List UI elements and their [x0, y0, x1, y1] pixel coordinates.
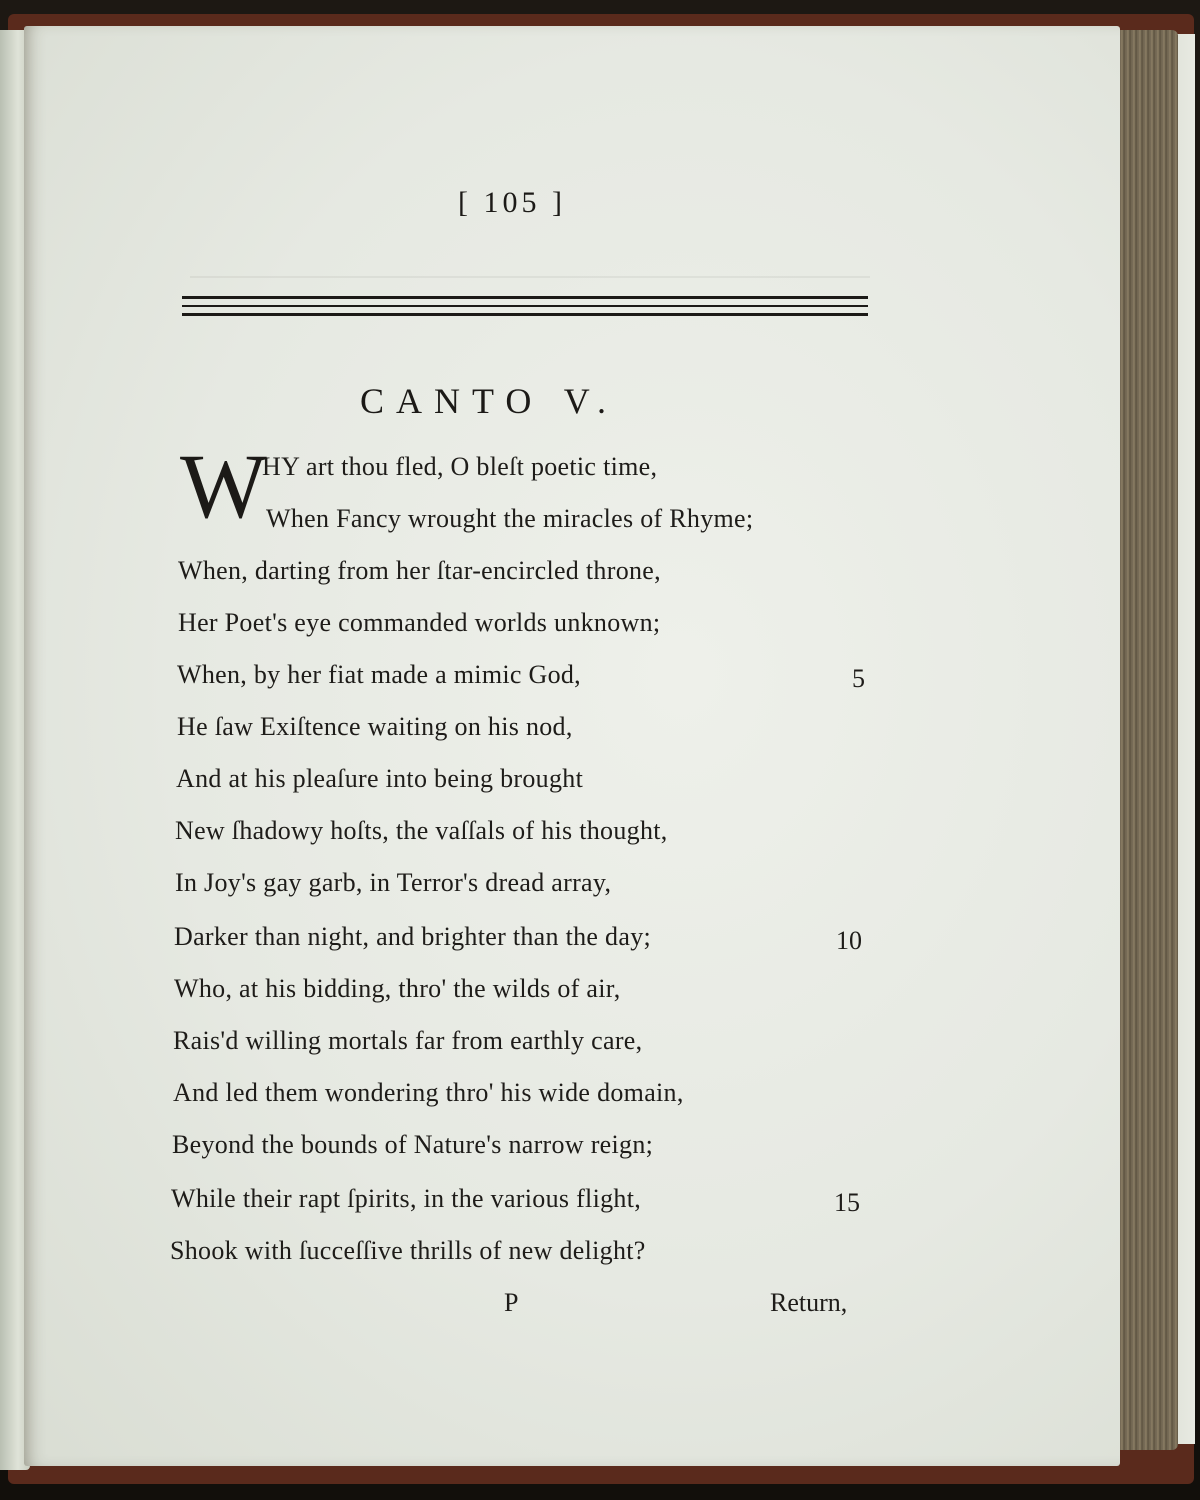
show-through-texture	[190, 246, 870, 278]
poem-line-2: When Fancy wrought the miracles of Rhyme;	[266, 504, 754, 533]
header-rule-top	[182, 296, 868, 299]
canto-heading: CANTO V.	[360, 381, 619, 421]
header-rule-bottom	[182, 313, 868, 316]
header-rule-middle	[182, 305, 868, 307]
poem-line-10: Darker than night, and brighter than the day;	[174, 922, 652, 951]
poem-line-15: While their rapt ſpirits, in the various flight,	[171, 1184, 642, 1213]
line-number-10: 10	[836, 926, 862, 955]
poem-line-16: Shook with ſucceſſive thrills of new delight?	[170, 1236, 646, 1265]
line-number-15: 15	[834, 1188, 860, 1217]
poem-line-3: When, darting from her ſtar-encircled throne,	[178, 556, 661, 585]
page-number: [ 105 ]	[458, 186, 566, 219]
poem-line-4: Her Poet's eye commanded worlds unknown;	[178, 608, 661, 637]
poem-line-1: HY art thou fled, O bleſt poetic time,	[262, 452, 658, 481]
poem-line-6: He ſaw Exiſtence waiting on his nod,	[177, 712, 573, 741]
poem-line-13: And led them wondering thro' his wide domain,	[173, 1078, 684, 1107]
poem-line-5: When, by her fiat made a mimic God,	[177, 660, 581, 689]
signature-mark: P	[504, 1288, 519, 1317]
catchword: Return,	[770, 1288, 848, 1317]
poem-line-12: Rais'd willing mortals far from earthly care,	[173, 1026, 643, 1055]
poem-line-7: And at his pleaſure into being brought	[176, 764, 584, 793]
line-number-5: 5	[852, 664, 865, 693]
drop-cap: W	[180, 435, 267, 537]
poem-line-8: New ſhadowy hoſts, the vaſſals of his thought,	[175, 816, 668, 845]
poem-line-14: Beyond the bounds of Nature's narrow reign;	[172, 1130, 654, 1159]
poem-line-9: In Joy's gay garb, in Terror's dread array,	[175, 868, 612, 897]
poem-line-11: Who, at his bidding, thro' the wilds of air,	[174, 974, 621, 1003]
